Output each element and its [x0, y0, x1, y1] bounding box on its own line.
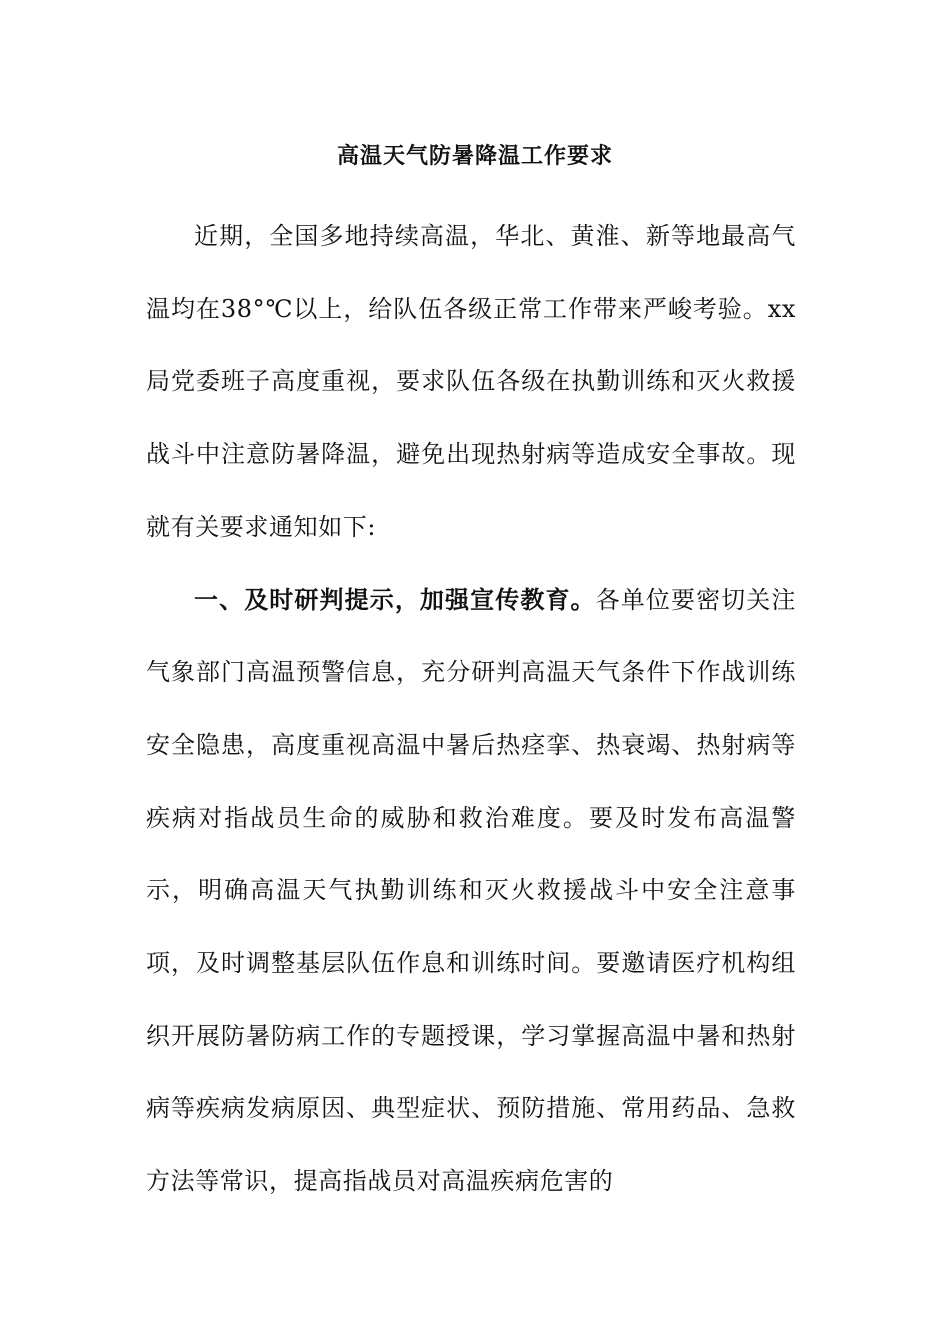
- section-1-paragraph: [146, 564, 796, 1218]
- section-1-text: 各单位要密切关注气象部门高温预警信息，充分研判高温天气条件下作战训练安全隐患，高度重视高温中暑后热痉挛、热衰竭、热射病等疾病对指战员生命的威胁和救治难度。要及时发布高温警示，明确高温天气执勤训练和灭火救援战斗中安全注意事项，及时调整基层队伍作息和训练时间。要邀请医疗机构组织开展防暑防病工作的专题授课，学习掌握高温中暑和热射病等疾病发病原因、典型症状、预防措施、常用药品、急救方法等常识，提高指战员对高温疾病危害的: [146, 585, 796, 1196]
- document-title: 高温天气防暑降温工作要求: [336, 143, 613, 169]
- document-body: [146, 200, 796, 1218]
- section-1-heading: 一、及时研判提示，加强宣传教育。: [194, 584, 596, 614]
- intro-paragraph: 近期，全国多地持续高温，华北、黄淮、新等地最高气温均在38°℃以上，给队伍各级正常工作带来严峻考验。xx局党委班子高度重视，要求队伍各级在执勤训练和灭火救援战斗中注意防暑降温，避免出现热射病等造成安全事故。现就有关要求通知如下:: [146, 222, 796, 541]
